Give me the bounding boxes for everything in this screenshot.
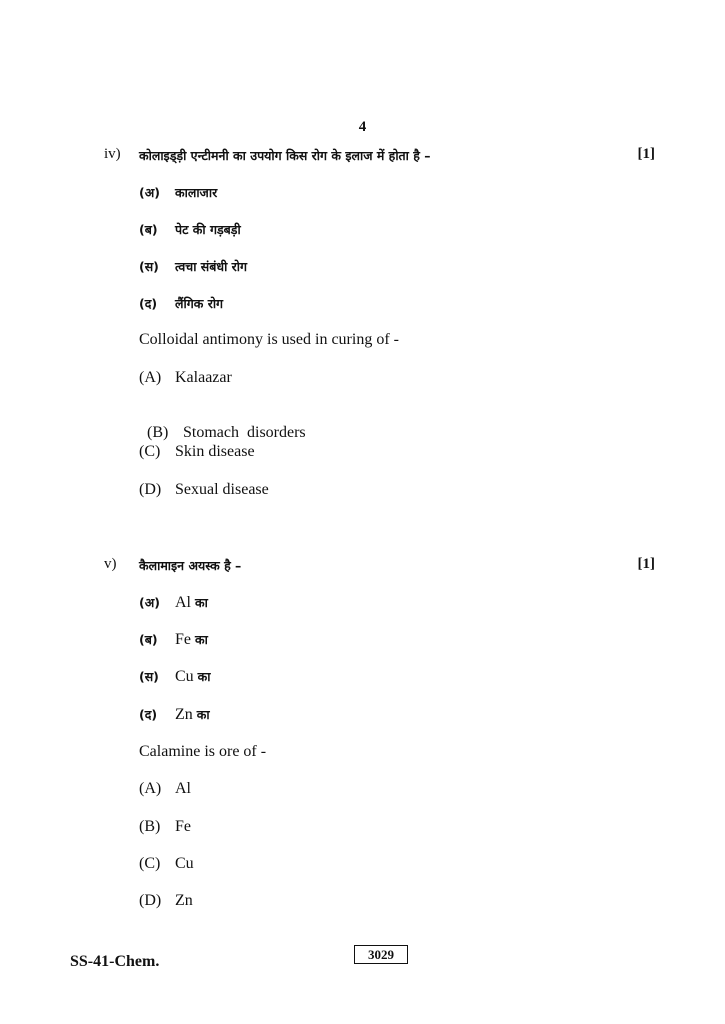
option-label: (स) xyxy=(139,259,159,274)
option-text: Kalaazar xyxy=(175,369,232,386)
hindi-option xyxy=(139,631,208,649)
option-label: (A) xyxy=(139,780,162,797)
page-box-number: 3029 xyxy=(354,945,408,964)
option-label: (द) xyxy=(139,296,158,311)
marks: [1] xyxy=(637,146,655,162)
option-label: (B) xyxy=(147,424,169,441)
option-text: Stomach disorders xyxy=(183,424,306,441)
hindi-option xyxy=(139,258,247,275)
hindi-option xyxy=(139,295,223,312)
hindi-option xyxy=(139,221,241,238)
english-option xyxy=(139,406,306,442)
option-label: (C) xyxy=(139,443,161,460)
english-option xyxy=(139,892,193,910)
question-text-hindi: कोलाइड्ड़ी एन्टीमनी का उपयोग किस रोग के इलाज में होता है – xyxy=(139,148,431,163)
option-text: लैंगिक रोग xyxy=(175,296,224,311)
option-text: Skin disease xyxy=(175,443,255,460)
option-text: Al xyxy=(175,594,191,611)
option-text: Zn xyxy=(175,892,193,909)
english-option xyxy=(139,818,191,836)
option-label: (B) xyxy=(139,818,161,835)
english-option xyxy=(139,369,232,387)
option-label: (D) xyxy=(139,892,162,909)
option-text: Fe xyxy=(175,818,191,835)
page-number: 4 xyxy=(358,119,367,135)
hindi-option xyxy=(139,668,211,686)
english-option xyxy=(139,481,269,499)
option-text-suffix: का xyxy=(197,669,211,684)
option-label: (A) xyxy=(139,369,162,386)
option-text: Fe xyxy=(175,631,191,648)
option-text-suffix: का xyxy=(195,632,208,647)
option-text: पेट की गड़बड़ी xyxy=(175,222,241,237)
option-label: (स) xyxy=(139,669,159,684)
english-option xyxy=(139,443,255,461)
question-text-hindi: कैलामाइन अयस्क है – xyxy=(139,558,242,573)
option-text-suffix: का xyxy=(196,707,210,722)
hindi-option xyxy=(139,594,208,612)
option-text-suffix: का xyxy=(195,595,208,610)
option-label: (अ) xyxy=(139,595,160,610)
option-label: (C) xyxy=(139,855,161,872)
question-number: v) xyxy=(104,556,117,572)
question-text-english: Calamine is ore of - xyxy=(139,743,267,760)
question-number: iv) xyxy=(104,146,121,162)
option-label: (ब) xyxy=(139,222,158,237)
option-text: त्वचा संबंधी रोग xyxy=(175,259,248,274)
question-text-english: Colloidal antimony is used in curing of - xyxy=(139,331,399,348)
option-label: (D) xyxy=(139,481,162,498)
option-label: (ब) xyxy=(139,632,158,647)
paper-code: SS-41-Chem. xyxy=(70,953,160,970)
option-text: Sexual disease xyxy=(175,481,269,498)
marks: [1] xyxy=(637,556,655,572)
option-text: Cu xyxy=(175,855,194,872)
option-label: (अ) xyxy=(139,185,160,200)
hindi-option xyxy=(139,706,210,724)
option-text: Al xyxy=(175,780,191,797)
option-label: (द) xyxy=(139,707,158,722)
hindi-option xyxy=(139,184,217,201)
option-text: कालाजार xyxy=(175,185,218,200)
option-text: Cu xyxy=(175,668,194,685)
english-option xyxy=(139,855,194,873)
english-option xyxy=(139,780,191,798)
option-text: Zn xyxy=(175,706,193,723)
